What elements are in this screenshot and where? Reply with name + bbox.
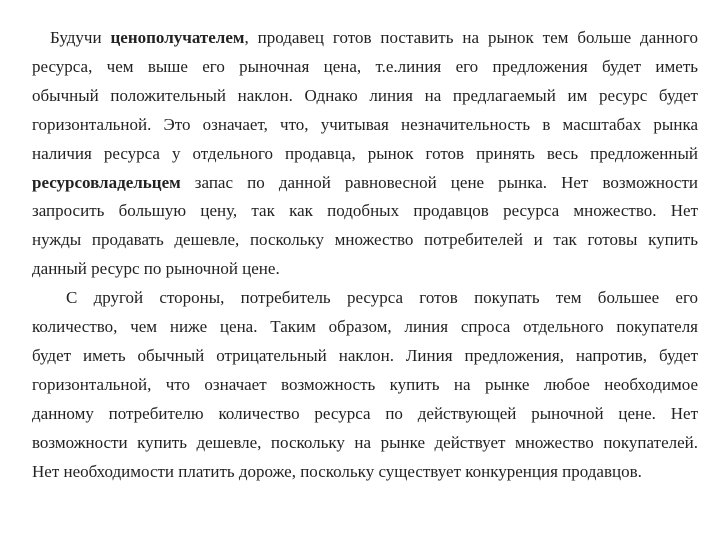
bold-term-resource-owner: ресурсовладельцем xyxy=(32,172,181,192)
text-fragment: , продавец готов поставить на рынок тем больше данного xyxy=(244,28,698,47)
text-fragment: запас по данной равновесной цене рынка. Нет возможности xyxy=(180,172,698,192)
text-line: будет иметь обычный отрицательный наклон. Линия предложения, напротив, будет xyxy=(32,345,698,365)
text-line: ресурса, чем выше его рыночная цена, т.е.линия его предложения будет иметь xyxy=(32,56,698,76)
text-line: горизонтальной. Это означает, что, учитывая незначительность в масштабах рынка xyxy=(32,114,698,134)
text-line: обычный положительный наклон. Однако линия на предлагаемый им ресурс будет xyxy=(32,85,698,105)
text-line: Нет необходимости платить дороже, поскольку существует конкуренция продавцов. xyxy=(32,461,642,481)
text-line: данному потребителю количество ресурса по действующей рыночной цене. Нет xyxy=(32,403,698,423)
text-line xyxy=(32,24,698,53)
bold-term-price-taker: ценополучателем xyxy=(110,28,245,47)
text-fragment: Будучи xyxy=(50,28,111,47)
text-line: нужды продавать дешевле, поскольку множество потребителей и так готовы купить xyxy=(32,230,698,250)
text-line: С другой стороны, потребитель ресурса готов покупать тем большее его xyxy=(66,288,698,308)
text-line: горизонтальной, что означает возможность купить на рынке любое необходимое xyxy=(32,374,698,394)
text-line: количество, чем ниже цена. Таким образом, линия спроса отдельного покупателя xyxy=(32,317,698,337)
text-line: данный ресурс по рыночной цене. xyxy=(32,259,280,279)
text-line: наличия ресурса у отдельного продавца, рынок готов принять весь предложенный xyxy=(32,143,698,163)
text-line: запросить большую цену, так как подобных продавцов ресурса множество. Нет xyxy=(32,201,698,221)
text-line: возможности купить дешевле, поскольку на рынке действует множество покупателей. xyxy=(32,432,698,452)
paragraph-price-taker-seller xyxy=(32,24,698,284)
text-line xyxy=(32,169,698,198)
paragraph-resource-consumer xyxy=(32,284,698,486)
